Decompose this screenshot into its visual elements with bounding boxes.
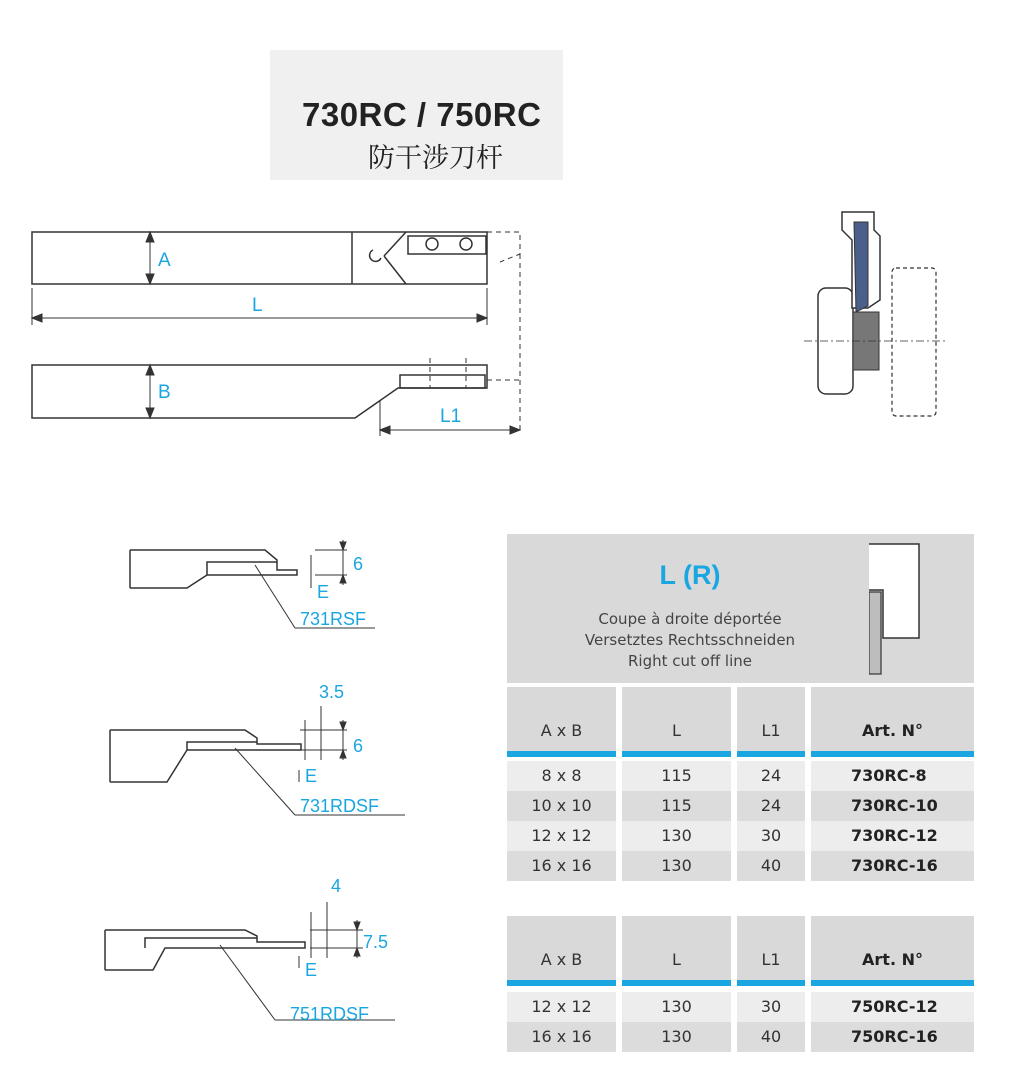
screw-hole-1 xyxy=(426,238,438,250)
header-axb: A x B xyxy=(507,687,616,757)
machining-illustration xyxy=(800,200,950,430)
cell-l1: 24 xyxy=(737,761,805,791)
table-row xyxy=(507,1022,974,1052)
top-view-shank xyxy=(32,232,487,284)
cell-art-no: 750RC-12 xyxy=(811,992,974,1022)
cell-l: 130 xyxy=(622,851,731,881)
cell-l: 130 xyxy=(622,1022,731,1052)
cell-art-no: 730RC-10 xyxy=(811,791,974,821)
table-row xyxy=(507,791,974,821)
header-art-no: Art. N° xyxy=(811,916,974,986)
right-cut-icon xyxy=(869,542,929,678)
dim-label-l1: L1 xyxy=(440,406,462,427)
cell-axb: 8 x 8 xyxy=(507,761,616,791)
detail-731rsf-outline xyxy=(130,550,297,588)
description-de: Versetztes Rechtsschneiden xyxy=(584,631,796,649)
detail-1-dim-h: 6 xyxy=(353,554,364,574)
dim-label-l: L xyxy=(252,295,263,316)
cell-art-no: 730RC-16 xyxy=(811,851,974,881)
table-row xyxy=(507,992,974,1022)
cell-l: 115 xyxy=(622,791,731,821)
description-en: Right cut off line xyxy=(627,652,753,670)
detail-751rdsf-outline xyxy=(105,930,305,970)
detail-2-dim-w: 3.5 xyxy=(319,682,345,702)
dim-label-b: B xyxy=(158,382,171,403)
header-l: L xyxy=(622,916,731,986)
table-750rc xyxy=(507,916,974,1052)
cut-direction-panel xyxy=(507,534,974,683)
cell-axb: 12 x 12 xyxy=(507,821,616,851)
cell-l1: 40 xyxy=(737,851,805,881)
detail-1-dim-e: E xyxy=(317,582,330,602)
tool-holder-drawing xyxy=(0,200,560,450)
header-art-no: Art. N° xyxy=(811,687,974,757)
cell-l: 115 xyxy=(622,761,731,791)
cell-axb: 16 x 16 xyxy=(507,851,616,881)
table-730rc xyxy=(507,687,974,881)
cell-art-no: 750RC-16 xyxy=(811,1022,974,1052)
cell-axb: 10 x 10 xyxy=(507,791,616,821)
detail-3-dim-h: 7.5 xyxy=(363,932,389,952)
detail-3-dim-e: E xyxy=(305,960,318,980)
header-l1: L1 xyxy=(737,916,805,986)
detail-2-dim-h: 6 xyxy=(353,736,364,756)
header-l1: L1 xyxy=(737,687,805,757)
table-row xyxy=(507,851,974,881)
title-block xyxy=(270,50,563,180)
header-l: L xyxy=(622,687,731,757)
cell-l: 130 xyxy=(622,821,731,851)
table-row xyxy=(507,761,974,791)
cell-art-no: 730RC-8 xyxy=(811,761,974,791)
detail-3-dim-w: 4 xyxy=(331,876,342,896)
detail-731rdsf-outline xyxy=(110,730,301,782)
detail-1-name: 731RSF xyxy=(300,609,367,629)
cell-axb: 12 x 12 xyxy=(507,992,616,1022)
cell-l1: 24 xyxy=(737,791,805,821)
table-row xyxy=(507,821,974,851)
cell-l1: 30 xyxy=(737,821,805,851)
cell-art-no: 730RC-12 xyxy=(811,821,974,851)
cell-axb: 16 x 16 xyxy=(507,1022,616,1052)
detail-3-name: 751RDSF xyxy=(290,1004,370,1024)
side-view-shank xyxy=(32,365,487,418)
detail-2-name: 731RDSF xyxy=(300,796,380,816)
page-title: 730RC / 750RC xyxy=(302,96,542,133)
dim-label-a: A xyxy=(158,250,171,271)
description-fr: Coupe à droite déportée xyxy=(598,610,782,628)
cell-l1: 40 xyxy=(737,1022,805,1052)
detail-2-dim-e: E xyxy=(305,766,318,786)
cell-l1: 30 xyxy=(737,992,805,1022)
cut-direction-heading: L (R) xyxy=(659,560,721,590)
cell-l: 130 xyxy=(622,992,731,1022)
detail-drawings xyxy=(95,530,415,1040)
header-axb: A x B xyxy=(507,916,616,986)
page-subtitle: 防干涉刀杆 xyxy=(368,143,503,174)
screw-hole-2 xyxy=(460,238,472,250)
